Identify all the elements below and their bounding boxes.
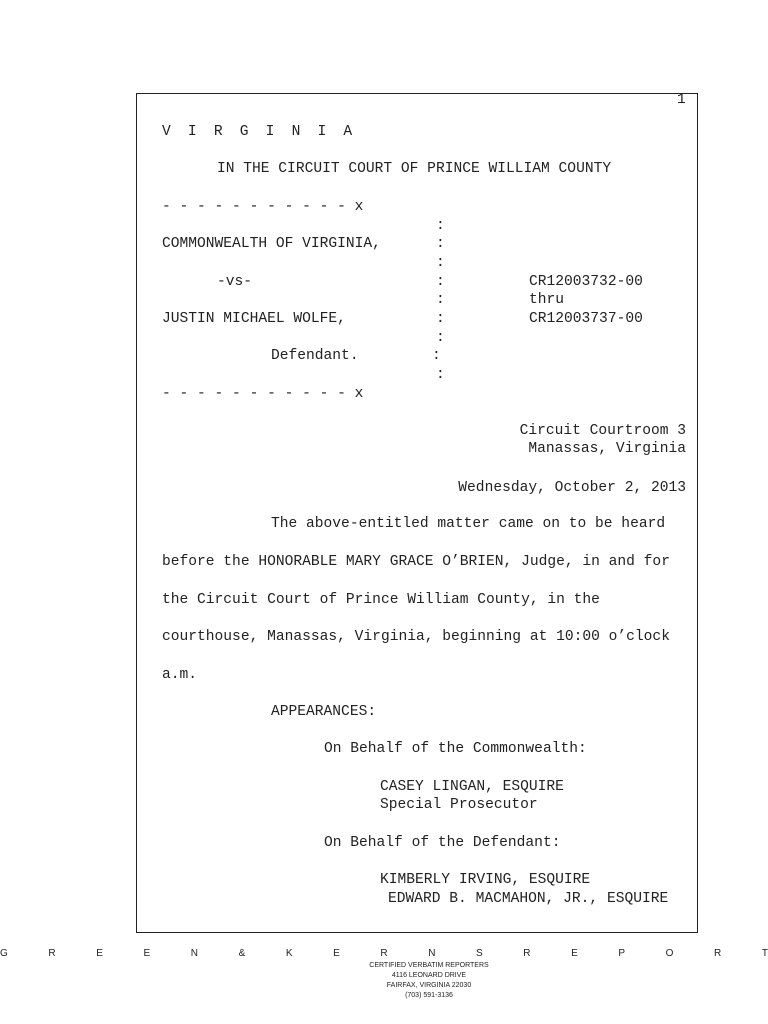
firm-name-letter: N xyxy=(428,948,436,959)
case-range-word: thru xyxy=(529,292,565,308)
firm-name-letter: N xyxy=(190,948,198,959)
firm-name-letter: R xyxy=(48,948,56,959)
court-heading: IN THE CIRCUIT COURT OF PRINCE WILLIAM COUNTY xyxy=(217,161,612,177)
reporting-firm-name xyxy=(0,948,768,960)
defense-attorney: KIMBERLY IRVING, ESQUIRE xyxy=(380,872,591,888)
firm-name-letter: T xyxy=(761,948,768,959)
reporting-firm-address xyxy=(0,961,768,1001)
firm-name-letter: & xyxy=(238,948,246,959)
caption-colon: : xyxy=(436,274,445,290)
firm-name-letter: G xyxy=(0,948,8,959)
case-number-start: CR12003732-00 xyxy=(529,274,643,290)
caption-separator-top: - - - - - - - - - - - x xyxy=(162,199,364,215)
body-line: a.m. xyxy=(162,667,198,683)
firm-tagline: CERTIFIED VERBATIM REPORTERS xyxy=(369,962,489,969)
commonwealth-attorney: CASEY LINGAN, ESQUIRE xyxy=(380,779,564,795)
firm-street: 4116 LEONARD DRIVE xyxy=(391,972,467,979)
caption-separator-bottom: - - - - - - - - - - - x xyxy=(162,386,364,402)
body-line: the Circuit Court of Prince William County, in the xyxy=(162,592,600,608)
plaintiff-name: COMMONWEALTH OF VIRGINIA, xyxy=(162,236,381,252)
firm-name-letter: P xyxy=(618,948,626,959)
caption-colon: : xyxy=(436,236,445,252)
firm-name-letter: O xyxy=(665,948,674,959)
defense-attorney: EDWARD B. MACMAHON, JR., ESQUIRE xyxy=(388,891,669,907)
firm-name-letter: E xyxy=(333,948,340,959)
firm-name-letter: K xyxy=(285,948,293,959)
caption-colon: : xyxy=(436,367,445,383)
commonwealth-heading: On Behalf of the Commonwealth: xyxy=(324,741,587,757)
firm-name-letter: R xyxy=(380,948,388,959)
caption-colon: : xyxy=(436,218,445,234)
firm-phone: (703) 591-3136 xyxy=(405,992,453,999)
caption-colon: : xyxy=(436,292,445,308)
caption-colon: : xyxy=(432,348,441,364)
defendant-name: JUSTIN MICHAEL WOLFE, xyxy=(162,311,346,327)
courtroom-label: Circuit Courtroom 3 xyxy=(519,423,686,439)
defendant-heading: On Behalf of the Defendant: xyxy=(324,835,561,851)
appearances-heading: APPEARANCES: xyxy=(271,704,377,720)
state-heading: V I R G I N I A xyxy=(162,124,357,140)
body-line: before the HONORABLE MARY GRACE O’BRIEN, Judge, in and for xyxy=(162,554,670,570)
city-label: Manassas, Virginia xyxy=(528,441,686,457)
caption-colon: : xyxy=(436,330,445,346)
commonwealth-role: Special Prosecutor xyxy=(380,797,538,813)
defendant-label: Defendant. xyxy=(271,348,359,364)
caption-colon: : xyxy=(436,311,445,327)
versus-label: -vs- xyxy=(217,274,253,290)
case-number-end: CR12003737-00 xyxy=(529,311,643,327)
body-line: courthouse, Manassas, Virginia, beginning at 10:00 o’clock xyxy=(162,629,670,645)
hearing-date: Wednesday, October 2, 2013 xyxy=(458,480,686,496)
body-line: The above-entitled matter came on to be heard xyxy=(271,516,666,532)
page-number: 1 xyxy=(677,92,686,108)
firm-name-letter: R xyxy=(523,948,531,959)
firm-name-letter: E xyxy=(571,948,578,959)
firm-name-letter: E xyxy=(96,948,103,959)
firm-name-letter: E xyxy=(143,948,151,959)
firm-name-letter: R xyxy=(714,948,722,959)
firm-name-letter: S xyxy=(476,948,483,959)
caption-colon: : xyxy=(436,255,445,271)
firm-city: FAIRFAX, VIRGINIA 22030 xyxy=(386,982,472,989)
